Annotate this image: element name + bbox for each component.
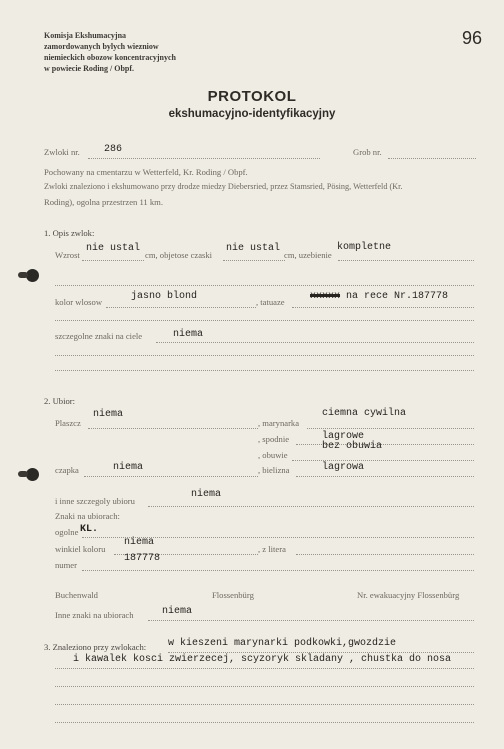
header-line-2: zamordowanych bylych wiezniow: [44, 42, 159, 51]
zwloki-value: 286: [104, 144, 123, 155]
tatuaze-value: na rece Nr.187778: [346, 291, 449, 302]
wzrost-label: Wzrost: [55, 250, 80, 260]
czaszka-line: [223, 260, 285, 261]
czapka-label: czapka: [55, 465, 79, 475]
numer-label: numer: [55, 560, 77, 570]
znaki-na-ciele-line: [156, 342, 474, 343]
plaszcz-label: Plaszcz: [55, 418, 81, 428]
zwloki-line: [88, 158, 320, 159]
uzebienie-value: kompletne: [337, 242, 392, 253]
znaki-na-ubiorach-label: Znaki na ubiorach:: [55, 511, 120, 521]
czaszka-value: nie ustal: [226, 243, 281, 254]
numer-line: [82, 570, 474, 571]
znaleziono-line-2: [55, 668, 474, 669]
document-subtitle: ekshumacyjno-identyfikacyjny: [168, 108, 336, 120]
kolor-line: [106, 307, 256, 308]
pochowany-text: Pochowany na cmentarzu w Wetterfeld, Kr. Roding / Obpf.: [44, 167, 248, 177]
z-litera-line: [296, 554, 474, 555]
inne-znaki-value: niema: [162, 606, 193, 617]
header-line-4: w powiecie Roding / Obpf.: [44, 64, 135, 73]
winkiel-value: niema: [124, 537, 155, 548]
czapka-value: niema: [113, 462, 144, 473]
flossenburg-label: Flossenbürg: [212, 590, 254, 600]
marynarka-label: , marynarka: [258, 418, 300, 428]
ubior-heading: 2. Ubior:: [44, 396, 76, 406]
znaleziono-value-line-1: w kieszeni marynarki podkowki,gwozdzie: [168, 638, 397, 649]
blank-line-7: [55, 722, 474, 723]
inne-szczegoly-label: i inne szczegoly ubioru: [55, 496, 135, 506]
znaki-na-ciele-value: niema: [173, 329, 204, 340]
blank-line-1: [55, 285, 474, 286]
punch-hole-top: [26, 269, 39, 282]
winkiel-label: winkiel koloru: [55, 544, 106, 554]
marynarka-value: ciemna cywilna: [322, 408, 407, 419]
kolor-value: jasno blond: [131, 291, 198, 302]
z-litera-label: , z litera: [258, 544, 286, 554]
znaleziono-location-line-1: Zwloki znaleziono i ekshumowano przy drodze miedzy Diebersried, przez Stamsried, Pösing, Wetterfeld (Kr.: [44, 182, 403, 191]
blank-line-6: [55, 704, 474, 705]
inne-szczegoly-line: [148, 506, 474, 507]
header-line-3: niemieckich obozow koncentracyjnych: [44, 53, 176, 62]
tatuaze-line: [292, 307, 474, 308]
wzrost-value: nie ustal: [86, 243, 141, 254]
blank-line-2: [55, 320, 474, 321]
wzrost-line: [82, 260, 144, 261]
bielizna-value: lagrowa: [322, 462, 365, 473]
plaszcz-line: [88, 428, 258, 429]
czapka-line: [84, 476, 258, 477]
znaki-na-ciele-label: szczegolne znaki na ciele: [55, 331, 143, 341]
buchenwald-label: Buchenwald: [55, 590, 98, 600]
grob-line: [388, 158, 476, 159]
bielizna-line: [296, 476, 474, 477]
zwloki-label: Zwloki nr.: [44, 147, 80, 157]
znaleziono-heading: 3. Znaleziono przy zwlokach:: [44, 642, 147, 652]
inne-znaki-line: [148, 620, 474, 621]
uzebienie-line: [338, 260, 474, 261]
plaszcz-value: niema: [93, 409, 124, 420]
marynarka-line: [307, 428, 474, 429]
blank-line-4: [55, 370, 474, 371]
grob-label: Grob nr.: [353, 147, 382, 157]
ogolne-label: ogolne: [55, 527, 79, 537]
bielizna-label: , bielizna: [258, 465, 290, 475]
ogolne-value: KL.: [80, 524, 99, 535]
tatuaze-struck: xxxxx: [310, 291, 341, 302]
spodnie-label: , spodnie: [258, 434, 290, 444]
document-title: PROTOKOL: [207, 88, 297, 105]
blank-line-3: [55, 355, 474, 356]
page-number: 96: [462, 28, 483, 48]
spodnie-value: lagrowe: [322, 431, 365, 442]
inne-znaki-label: Inne znaki na ubiorach: [55, 610, 134, 620]
znaleziono-location-line-2: Roding), ogolna przestrzen 11 km.: [44, 197, 164, 207]
inne-szczegoly-value: niema: [191, 489, 222, 500]
cm-uzebienie-label: cm, uzebienie: [284, 250, 332, 260]
obuwie-label: , obuwie: [258, 450, 288, 460]
tatuaze-label: , tatuaze: [256, 297, 285, 307]
cm-czaszka-label: cm, objetose czaski: [145, 250, 213, 260]
numer-value: 187778: [124, 553, 161, 564]
header-line-1: Komisja Ekshumacyjna: [44, 31, 127, 40]
opis-heading: 1. Opis zwlok:: [44, 228, 95, 238]
kolor-label: kolor wlosow: [55, 297, 103, 307]
obuwie-line: [292, 460, 474, 461]
punch-hole-middle: [26, 468, 39, 481]
blank-line-5: [55, 686, 474, 687]
nr-ewakuacyjny-label: Nr. ewakuacyjny Flossenbürg: [357, 590, 460, 600]
znaleziono-line-1: [168, 652, 474, 653]
obuwie-value: bez obuwia: [322, 441, 383, 452]
znaleziono-value-line-2: i kawalek kosci zwierzecej, scyzoryk skladany , chustka do nosa: [73, 654, 452, 665]
